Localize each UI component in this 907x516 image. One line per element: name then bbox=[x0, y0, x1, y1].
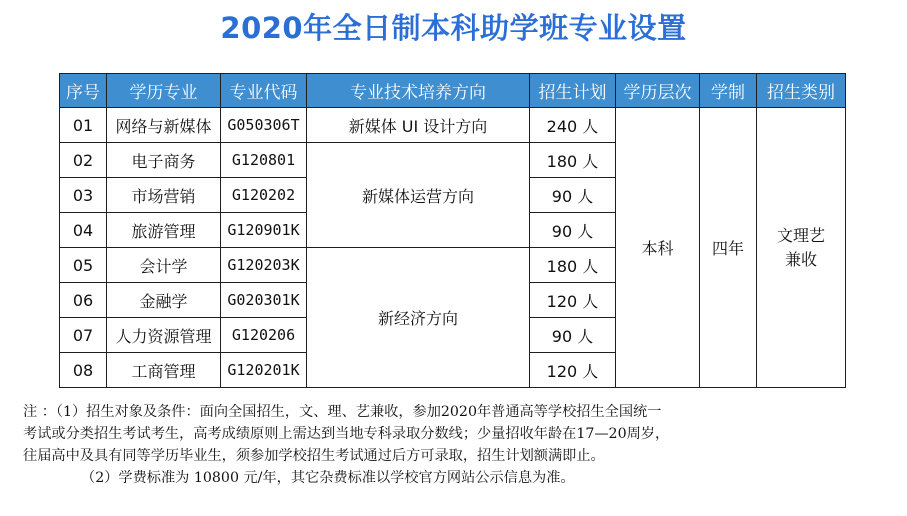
row-index: 06 bbox=[60, 283, 107, 318]
row-major: 会计学 bbox=[107, 248, 221, 283]
header-category: 招生类别 bbox=[757, 74, 846, 108]
row-plan: 180 人 bbox=[530, 248, 616, 283]
row-major: 金融学 bbox=[107, 283, 221, 318]
category-cell bbox=[757, 108, 846, 388]
row-index: 05 bbox=[60, 248, 107, 283]
notes-section bbox=[23, 401, 893, 489]
row-index: 08 bbox=[60, 353, 107, 388]
header-code: 专业代码 bbox=[221, 74, 307, 108]
row-index: 04 bbox=[60, 213, 107, 248]
row-code: G120801 bbox=[221, 143, 307, 178]
table-row bbox=[60, 108, 846, 143]
note-line: （2）学费标准为 10800 元/年，其它杂费标准以学校官方网站公示信息为准。 bbox=[81, 470, 575, 486]
row-code: G120203K bbox=[221, 248, 307, 283]
row-plan: 120 人 bbox=[530, 283, 616, 318]
direction-cell: 新经济方向 bbox=[307, 248, 530, 388]
header-index: 序号 bbox=[60, 74, 107, 108]
page-title: 2020年全日制本科助学班专业设置 bbox=[220, 11, 687, 45]
row-plan: 90 人 bbox=[530, 178, 616, 213]
row-code: G120202 bbox=[221, 178, 307, 213]
level-cell: 本科 bbox=[616, 108, 700, 388]
row-major: 人力资源管理 bbox=[107, 318, 221, 353]
enrollment-table bbox=[59, 73, 846, 388]
row-plan: 90 人 bbox=[530, 318, 616, 353]
row-code: G120901K bbox=[221, 213, 307, 248]
row-plan: 120 人 bbox=[530, 353, 616, 388]
row-index: 02 bbox=[60, 143, 107, 178]
row-major: 市场营销 bbox=[107, 178, 221, 213]
note-line: 往届高中及具有同等学历毕业生，须参加学校招生考试通过后方可录取，招生计划额满即止。 bbox=[23, 448, 605, 464]
row-code: G120206 bbox=[221, 318, 307, 353]
row-plan: 180 人 bbox=[530, 143, 616, 178]
row-index: 03 bbox=[60, 178, 107, 213]
row-major: 旅游管理 bbox=[107, 213, 221, 248]
row-index: 01 bbox=[60, 108, 107, 143]
header-major: 学历专业 bbox=[107, 74, 221, 108]
direction-cell: 新媒体运营方向 bbox=[307, 143, 530, 248]
header-direction: 专业技术培养方向 bbox=[307, 74, 530, 108]
row-code: G120201K bbox=[221, 353, 307, 388]
row-major: 网络与新媒体 bbox=[107, 108, 221, 143]
header-level: 学历层次 bbox=[616, 74, 700, 108]
row-code: G050306T bbox=[221, 108, 307, 143]
header-plan: 招生计划 bbox=[530, 74, 616, 108]
duration-cell: 四年 bbox=[700, 108, 757, 388]
note-line: 注 ：（1）招生对象及条件：面向全国招生，文、理、艺兼收，参加2020年普通高等学校招生全国统一 bbox=[23, 404, 662, 420]
note-line: 考试或分类招生考试考生，高考成绩原则上需达到当地专科录取分数线；少量招收年龄在17—20周岁， bbox=[23, 426, 670, 442]
row-index: 07 bbox=[60, 318, 107, 353]
header-duration: 学制 bbox=[700, 74, 757, 108]
row-plan: 240 人 bbox=[530, 108, 616, 143]
table-header-row bbox=[60, 74, 846, 108]
row-major: 电子商务 bbox=[107, 143, 221, 178]
direction-cell: 新媒体 UI 设计方向 bbox=[307, 108, 530, 143]
row-major: 工商管理 bbox=[107, 353, 221, 388]
row-plan: 90 人 bbox=[530, 213, 616, 248]
category-text: 文理艺兼收 bbox=[776, 225, 825, 269]
row-code: G020301K bbox=[221, 283, 307, 318]
